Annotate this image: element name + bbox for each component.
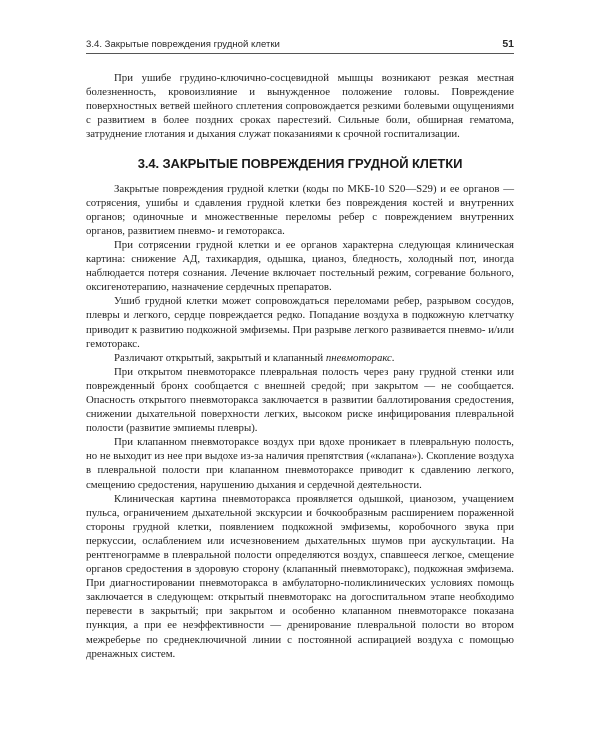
section-paragraph: При открытом пневмотораксе плевральная полость через рану грудной стенки или поврежденный бронх сообщается с внешней средой; при закрытом — не сообщается. Опасность открытого пневмоторакса заключается в развитии баллотирования средостения, снижении дыхательной поверхности легких, высоком риске инфицирования плевральной полости (развитие эмпиемы плевры). (86, 365, 514, 435)
section-paragraph: Закрытые повреждения грудной клетки (коды по МКБ-10 S20—S29) и ее органов — сотрясения, ушибы и сдавления грудной клетки без повреждения костей и внутренних органов; одиночные и множественные переломы ребер с повреждением внутренних органов, развитием пневмо- и гемоторакса. (86, 182, 514, 237)
page-body (86, 71, 514, 661)
running-header (86, 38, 514, 54)
section-paragraph: Ушиб грудной клетки может сопровождаться переломами ребер, разрывом сосудов, плевры и легкого, сердце повреждается редко. Попадание воздуха в подкожную клетчатку приводит к развитию подкожной эмфиземы. При разрыве легкого развивается пневмо- и/или гемоторакс. (86, 295, 514, 350)
book-page (86, 38, 514, 661)
running-title: 3.4. Закрытые повреждения грудной клетки (86, 39, 280, 50)
section-paragraph: Клиническая картина пневмоторакса проявляется одышкой, цианозом, учащением пульса, ограничением дыхательной экскурсии и бочкообразным расширением пораженной стороны грудной клетки, появлением подкожной эмфиземы, коробочного звука при перкуссии, ослаблением или исчезновением дыхательных шумов при аускультации. На рентгенограмме в плевральной полости определяются воздух, спавшееся легкое, смещение органов средостения в здоровую сторону (клапанный пневмоторакс), подкожная эмфизема. При диагностировании пневмоторакса в амбулаторно-поликлинических условиях помощь заключается в следующем: открытый пневмоторакс на догоспитальном этапе необходимо перевести в закрытый; при закрытом и особенно клапанном пневмотораксе показана пункция, а при ее неэффективности — дренирование плевральной полости во втором межреберье по среднеключичной линии с постоянной аспирацией воздуха с помощью дренажных систем. (86, 492, 514, 660)
section-heading: 3.4. ЗАКРЫТЫЕ ПОВРЕЖДЕНИЯ ГРУДНОЙ КЛЕТКИ (137, 156, 463, 172)
types-lead: Различают открытый, закрытый и клапанный (114, 351, 326, 364)
pneumothorax-types-paragraph (86, 351, 514, 365)
term-pneumothorax: пневмоторакс (325, 351, 392, 364)
section-paragraph: При клапанном пневмотораксе воздух при вдохе проникает в плевральную полость, но не выходит из нее при выдохе из-за наличия препятствия («клапана»). Скопление воздуха в плевральной полости при клапанном пневмотораксе приводит к сдавлению легкого, смещению средостения, нарушению дыхания и сердечной деятельности. (86, 436, 514, 491)
section-paragraph: При сотрясении грудной клетки и ее органов характерна следующая клиническая картина: снижение АД, тахикардия, одышка, цианоз, бледность, холодный пот, иногда наблюдается потеря сознания. Лечение включает постельный режим, согревание больного, оксигенотерапию, назначение сердечных препаратов. (86, 238, 514, 294)
page-number: 51 (502, 38, 514, 50)
types-end: . (391, 351, 395, 364)
intro-paragraph: При ушибе грудино-ключично-сосцевидной мышцы возникают резкая местная болезненность, кровоизлияние и вынужденное положение головы. Повреждение поверхностных ветвей шейного сплетения сопровождается резкими болевыми ощущениями с развитием в более поздних сроках парестезий. Сильные боли, обширная гематома, затруднение глотания и дыхания служат показаниями к срочной госпитализации. (86, 72, 514, 141)
